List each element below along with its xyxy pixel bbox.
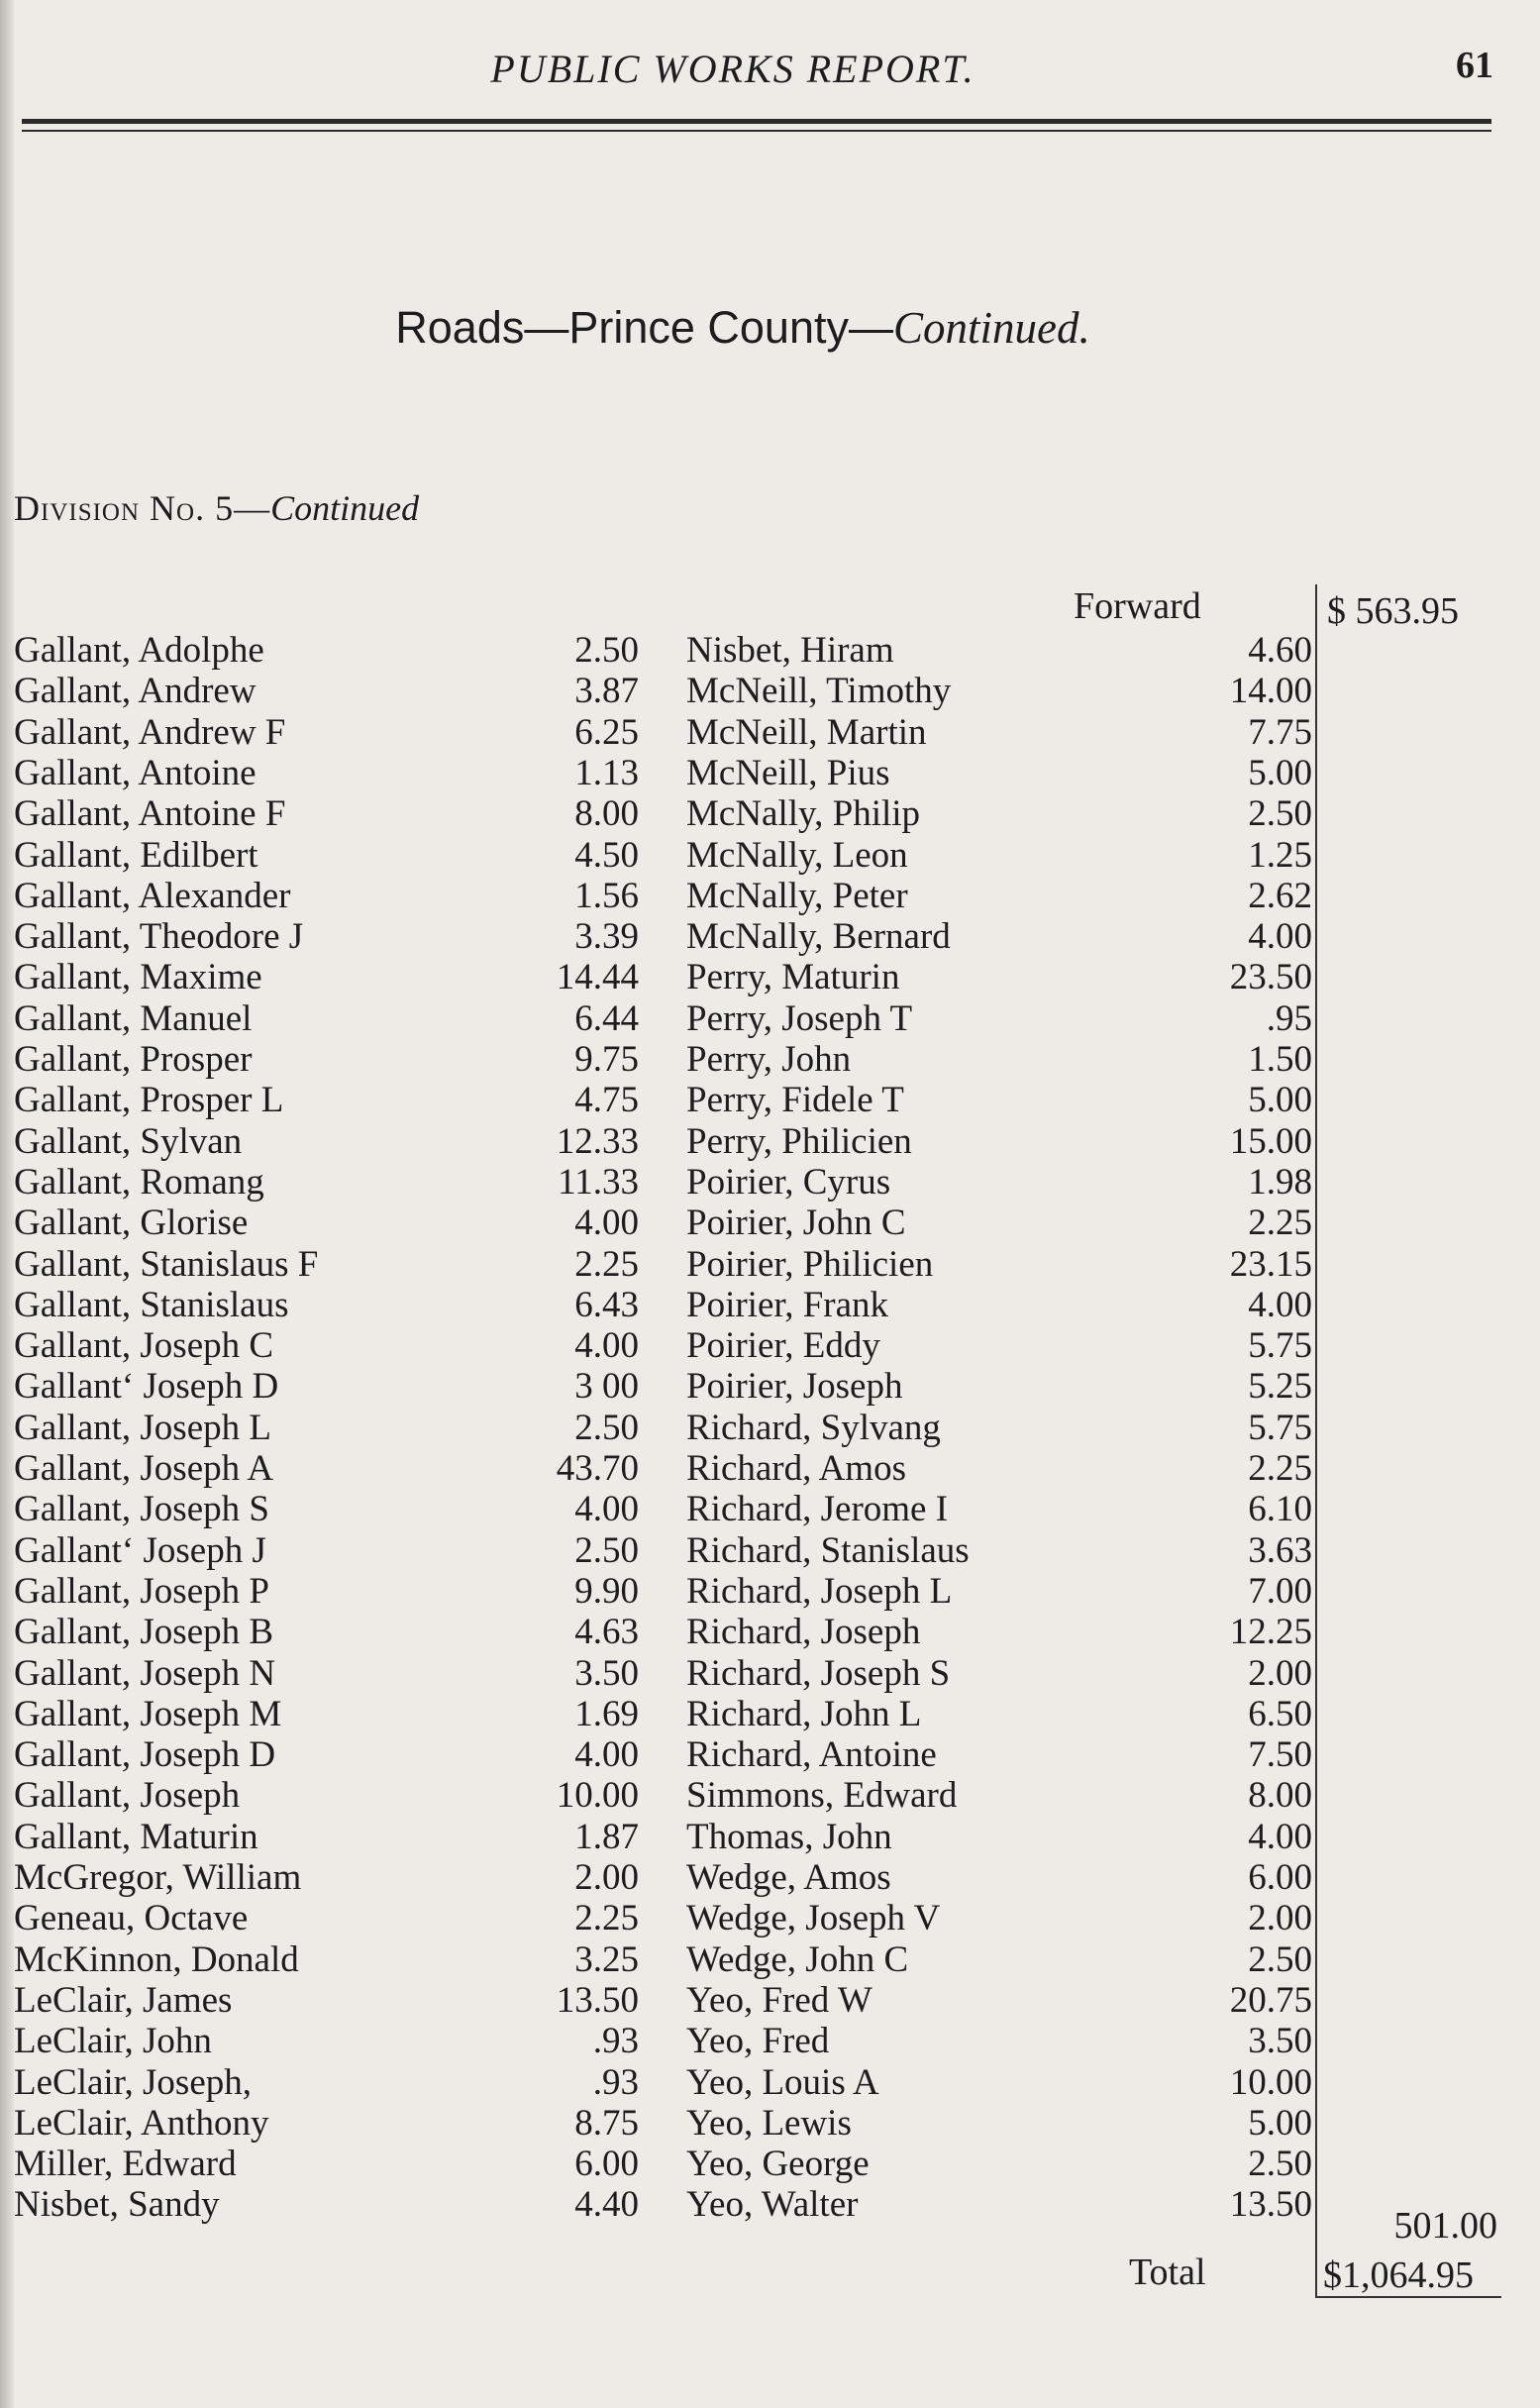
right-entry-amount: 7.00 — [1248, 1570, 1312, 1612]
left-entry-name: Gallant, Andrew — [14, 671, 257, 712]
right-entry-name: Wedge, John C — [686, 1938, 909, 1980]
right-entry-amount: 7.75 — [1248, 711, 1312, 753]
left-entry-amount: 6.43 — [574, 1284, 639, 1325]
right-entry-name: Richard, Joseph — [686, 1612, 921, 1653]
right-entry-amount: 12.25 — [1229, 1612, 1312, 1653]
left-entry-name: Gallant, Prosper — [14, 1039, 253, 1080]
section-title-main: Roads—Prince County— — [395, 302, 893, 353]
left-entry-amount: 14.44 — [556, 957, 639, 998]
right-entry-name: McNeill, Pius — [686, 752, 890, 793]
left-entry-amount: .93 — [592, 2021, 639, 2062]
left-entry-name: Gallant, Joseph — [14, 1775, 241, 1817]
section-title — [0, 302, 1486, 354]
total-label: Total — [1129, 2251, 1206, 2293]
left-entry-name: Gallant, Maturin — [14, 1816, 258, 1857]
right-entry-amount: 5.00 — [1248, 1080, 1312, 1121]
right-entry-amount: .95 — [1266, 997, 1312, 1039]
page-number: 61 — [1456, 45, 1493, 86]
forward-label: Forward — [1074, 585, 1201, 627]
left-entry-amount: 8.75 — [574, 2102, 639, 2144]
right-entry-name: Richard, Antoine — [686, 1734, 937, 1776]
right-entry-name: Poirier, John C — [686, 1203, 906, 1244]
right-entry-name: Poirier, Philicien — [686, 1243, 934, 1285]
right-entry-amount: 2.00 — [1248, 1898, 1312, 1939]
right-entry-amount: 23.15 — [1229, 1243, 1312, 1285]
left-entry-amount: 11.33 — [558, 1161, 639, 1203]
left-entry-amount: 3 00 — [574, 1366, 639, 1408]
division-label: Division No. 5— — [14, 488, 271, 528]
division-heading — [14, 487, 419, 529]
left-entry-name: Gallant, Romang — [14, 1161, 264, 1203]
left-entry-amount: 3.25 — [574, 1938, 639, 1980]
right-entry-amount: 5.00 — [1248, 2102, 1312, 2144]
right-entry-name: McNeill, Timothy — [686, 671, 952, 712]
left-entry-name: Miller, Edward — [14, 2144, 237, 2185]
left-entry-name: Gallant, Sylvan — [14, 1120, 243, 1162]
left-entry-name: Gallant, Joseph M — [14, 1693, 282, 1734]
left-entry-name: Gallant, Joseph P — [14, 1570, 269, 1612]
right-entry-amount: 1.50 — [1248, 1039, 1312, 1080]
right-entry-amount: 6.10 — [1248, 1489, 1312, 1530]
left-entry-name: Gallant‘ Joseph J — [14, 1529, 266, 1571]
left-entry-name: LeClair, James — [14, 1979, 233, 2021]
left-entry-amount: 4.63 — [574, 1612, 639, 1653]
right-entry-amount: 2.00 — [1248, 1652, 1312, 1694]
left-entry-name: Gallant, Stanislaus F — [14, 1243, 319, 1285]
right-entry-amount: 3.63 — [1248, 1529, 1312, 1571]
forward-amount: $ 563.95 — [1327, 590, 1459, 632]
right-entry-amount: 15.00 — [1229, 1120, 1312, 1162]
right-entry-name: Perry, Fidele T — [686, 1080, 904, 1121]
left-entry-name: Nisbet, Sandy — [14, 2184, 220, 2226]
right-entry-name: Wedge, Joseph V — [686, 1898, 941, 1939]
right-entry-amount: 1.98 — [1248, 1161, 1312, 1203]
left-entry-name: Gallant, Edilbert — [14, 834, 258, 876]
right-entry-name: Thomas, John — [686, 1816, 892, 1857]
division-continued: Continued — [270, 488, 420, 528]
left-entry-amount: 2.00 — [574, 1857, 639, 1898]
right-entry-amount: 7.50 — [1248, 1734, 1312, 1776]
left-entry-amount: 43.70 — [556, 1448, 639, 1489]
right-entry-amount: 2.50 — [1248, 793, 1312, 835]
right-entry-name: Perry, Philicien — [686, 1120, 912, 1162]
right-entry-amount: 4.00 — [1248, 1816, 1312, 1857]
left-entry-amount: 8.00 — [574, 793, 639, 835]
left-entry-amount: 3.39 — [574, 916, 639, 958]
right-entry-name: Poirier, Eddy — [686, 1325, 880, 1367]
section-title-continued: Continued. — [892, 303, 1090, 353]
right-entry-name: Simmons, Edward — [686, 1775, 958, 1817]
left-entry-name: LeClair, Joseph, — [14, 2061, 252, 2103]
right-entry-name: Yeo, Fred — [686, 2021, 830, 2062]
right-entry-amount: 1.25 — [1248, 834, 1312, 876]
left-entry-name: Gallant, Glorise — [14, 1203, 249, 1244]
left-entry-amount: 3.87 — [574, 671, 639, 712]
header-rule-thin — [22, 130, 1491, 132]
left-entry-amount: 6.00 — [574, 2144, 639, 2185]
left-entry-amount: 12.33 — [556, 1120, 639, 1162]
left-entry-name: Gallant, Antoine — [14, 752, 257, 793]
right-entry-name: McNally, Leon — [686, 834, 908, 876]
left-entry-amount: 9.90 — [574, 1570, 639, 1612]
left-entry-name: Gallant, Joseph B — [14, 1612, 274, 1653]
running-title: PUBLIC WORKS REPORT. — [490, 47, 975, 91]
right-entry-name: Richard, John L — [686, 1693, 922, 1734]
left-entry-name: Gallant, Joseph A — [14, 1448, 274, 1489]
left-entry-name: Gallant, Manuel — [14, 997, 253, 1039]
header-rule-thick — [22, 119, 1491, 124]
left-entry-name: Gallant, Joseph S — [14, 1489, 269, 1530]
left-entry-name: LeClair, John — [14, 2021, 212, 2062]
right-entry-name: Perry, John — [686, 1039, 852, 1080]
right-entry-amount: 4.00 — [1248, 1284, 1312, 1325]
right-entry-name: Poirier, Frank — [686, 1284, 889, 1325]
right-entry-amount: 23.50 — [1229, 957, 1312, 998]
right-entry-name: Poirier, Cyrus — [686, 1161, 891, 1203]
right-entry-name: McNally, Philip — [686, 793, 921, 835]
right-entry-name: Poirier, Joseph — [686, 1366, 903, 1408]
right-entry-amount: 2.50 — [1248, 1938, 1312, 1980]
left-entry-amount: 9.75 — [574, 1039, 639, 1080]
left-entry-name: Gallant, Joseph C — [14, 1325, 274, 1367]
right-entry-name: McNally, Peter — [686, 875, 908, 916]
left-entry-name: Gallant, Adolphe — [14, 630, 264, 671]
right-entry-amount: 2.50 — [1248, 2144, 1312, 2185]
right-entry-name: Richard, Jerome I — [686, 1489, 949, 1530]
right-entry-amount: 10.00 — [1229, 2061, 1312, 2103]
left-entry-name: Geneau, Octave — [14, 1898, 249, 1939]
left-entry-amount: 1.13 — [574, 752, 639, 793]
left-entry-amount: 10.00 — [556, 1775, 639, 1817]
total-underline — [1317, 2296, 1501, 2298]
right-entry-name: Richard, Stanislaus — [686, 1529, 970, 1571]
right-entry-amount: 6.50 — [1248, 1693, 1312, 1734]
left-entry-amount: 6.44 — [574, 997, 639, 1039]
left-entry-amount: 4.00 — [574, 1489, 639, 1530]
left-entry-amount: 3.50 — [574, 1652, 639, 1694]
left-entry-name: Gallant, Joseph N — [14, 1652, 276, 1694]
right-entry-amount: 8.00 — [1248, 1775, 1312, 1817]
right-entry-amount: 4.00 — [1248, 916, 1312, 958]
left-entry-name: Gallant, Alexander — [14, 875, 291, 916]
right-entry-name: Perry, Maturin — [686, 957, 900, 998]
left-entry-amount: 2.25 — [574, 1898, 639, 1939]
right-entry-amount: 3.50 — [1248, 2021, 1312, 2062]
right-entry-name: Yeo, George — [686, 2144, 870, 2185]
left-entry-name: Gallant, Maxime — [14, 957, 262, 998]
right-entry-name: Yeo, Louis A — [686, 2061, 879, 2103]
left-entry-amount: 13.50 — [556, 1979, 639, 2021]
right-entry-name: Yeo, Walter — [686, 2184, 859, 2226]
left-entry-name: Gallant, Joseph L — [14, 1407, 271, 1448]
right-entry-amount: 20.75 — [1229, 1979, 1312, 2021]
total-amount: $1,064.95 — [1323, 2254, 1474, 2296]
left-entry-name: Gallant, Andrew F — [14, 711, 286, 753]
right-entry-amount: 5.75 — [1248, 1407, 1312, 1448]
right-entry-amount: 5.25 — [1248, 1366, 1312, 1408]
right-entry-amount: 4.60 — [1248, 630, 1312, 671]
right-entry-name: Nisbet, Hiram — [686, 630, 894, 671]
right-entry-amount: 6.00 — [1248, 1857, 1312, 1898]
right-entry-name: McNeill, Martin — [686, 711, 927, 753]
left-entry-name: McGregor, William — [14, 1857, 302, 1898]
left-entry-name: Gallant‘ Joseph D — [14, 1366, 279, 1408]
right-entry-name: Yeo, Lewis — [686, 2102, 852, 2144]
right-entry-name: Wedge, Amos — [686, 1857, 891, 1898]
left-entry-amount: 4.00 — [574, 1203, 639, 1244]
left-entry-amount: 1.69 — [574, 1693, 639, 1734]
right-entry-amount: 5.00 — [1248, 752, 1312, 793]
left-entry-amount: 2.50 — [574, 630, 639, 671]
right-entry-amount: 2.25 — [1248, 1448, 1312, 1489]
left-entry-name: Gallant, Antoine F — [14, 793, 286, 835]
left-entry-name: McKinnon, Donald — [14, 1938, 299, 1980]
right-entry-amount: 2.62 — [1248, 875, 1312, 916]
left-entry-name: Gallant, Prosper L — [14, 1080, 284, 1121]
left-entry-amount: 2.50 — [574, 1407, 639, 1448]
left-entry-amount: 4.40 — [574, 2184, 639, 2226]
book-spine-shadow — [0, 0, 14, 2408]
left-entry-name: Gallant, Joseph D — [14, 1734, 276, 1776]
left-entry-name: Gallant, Stanislaus — [14, 1284, 289, 1325]
left-entry-amount: 4.75 — [574, 1080, 639, 1121]
left-entry-amount: 6.25 — [574, 711, 639, 753]
right-entry-name: Yeo, Fred W — [686, 1979, 873, 2021]
right-entry-name: Richard, Joseph L — [686, 1570, 953, 1612]
left-entry-amount: 1.56 — [574, 875, 639, 916]
left-entry-amount: 4.00 — [574, 1325, 639, 1367]
right-entry-name: Richard, Joseph S — [686, 1652, 951, 1694]
left-entry-name: Gallant, Theodore J — [14, 916, 304, 958]
left-entry-amount: .93 — [592, 2061, 639, 2103]
right-entry-amount: 14.00 — [1229, 671, 1312, 712]
left-entry-amount: 2.25 — [574, 1243, 639, 1285]
right-entry-name: Richard, Sylvang — [686, 1407, 941, 1448]
left-entry-amount: 4.50 — [574, 834, 639, 876]
right-entry-name: Richard, Amos — [686, 1448, 906, 1489]
left-entry-amount: 1.87 — [574, 1816, 639, 1857]
total-column-rule — [1315, 584, 1317, 2298]
right-entry-name: McNally, Bernard — [686, 916, 951, 958]
left-entry-name: LeClair, Anthony — [14, 2102, 269, 2144]
right-entry-name: Perry, Joseph T — [686, 997, 913, 1039]
right-entry-amount: 2.25 — [1248, 1203, 1312, 1244]
subtotal-amount: 501.00 — [1393, 2205, 1497, 2247]
left-entry-amount: 2.50 — [574, 1529, 639, 1571]
right-entry-amount: 5.75 — [1248, 1325, 1312, 1367]
right-entry-amount: 13.50 — [1229, 2184, 1312, 2226]
left-entry-amount: 4.00 — [574, 1734, 639, 1776]
